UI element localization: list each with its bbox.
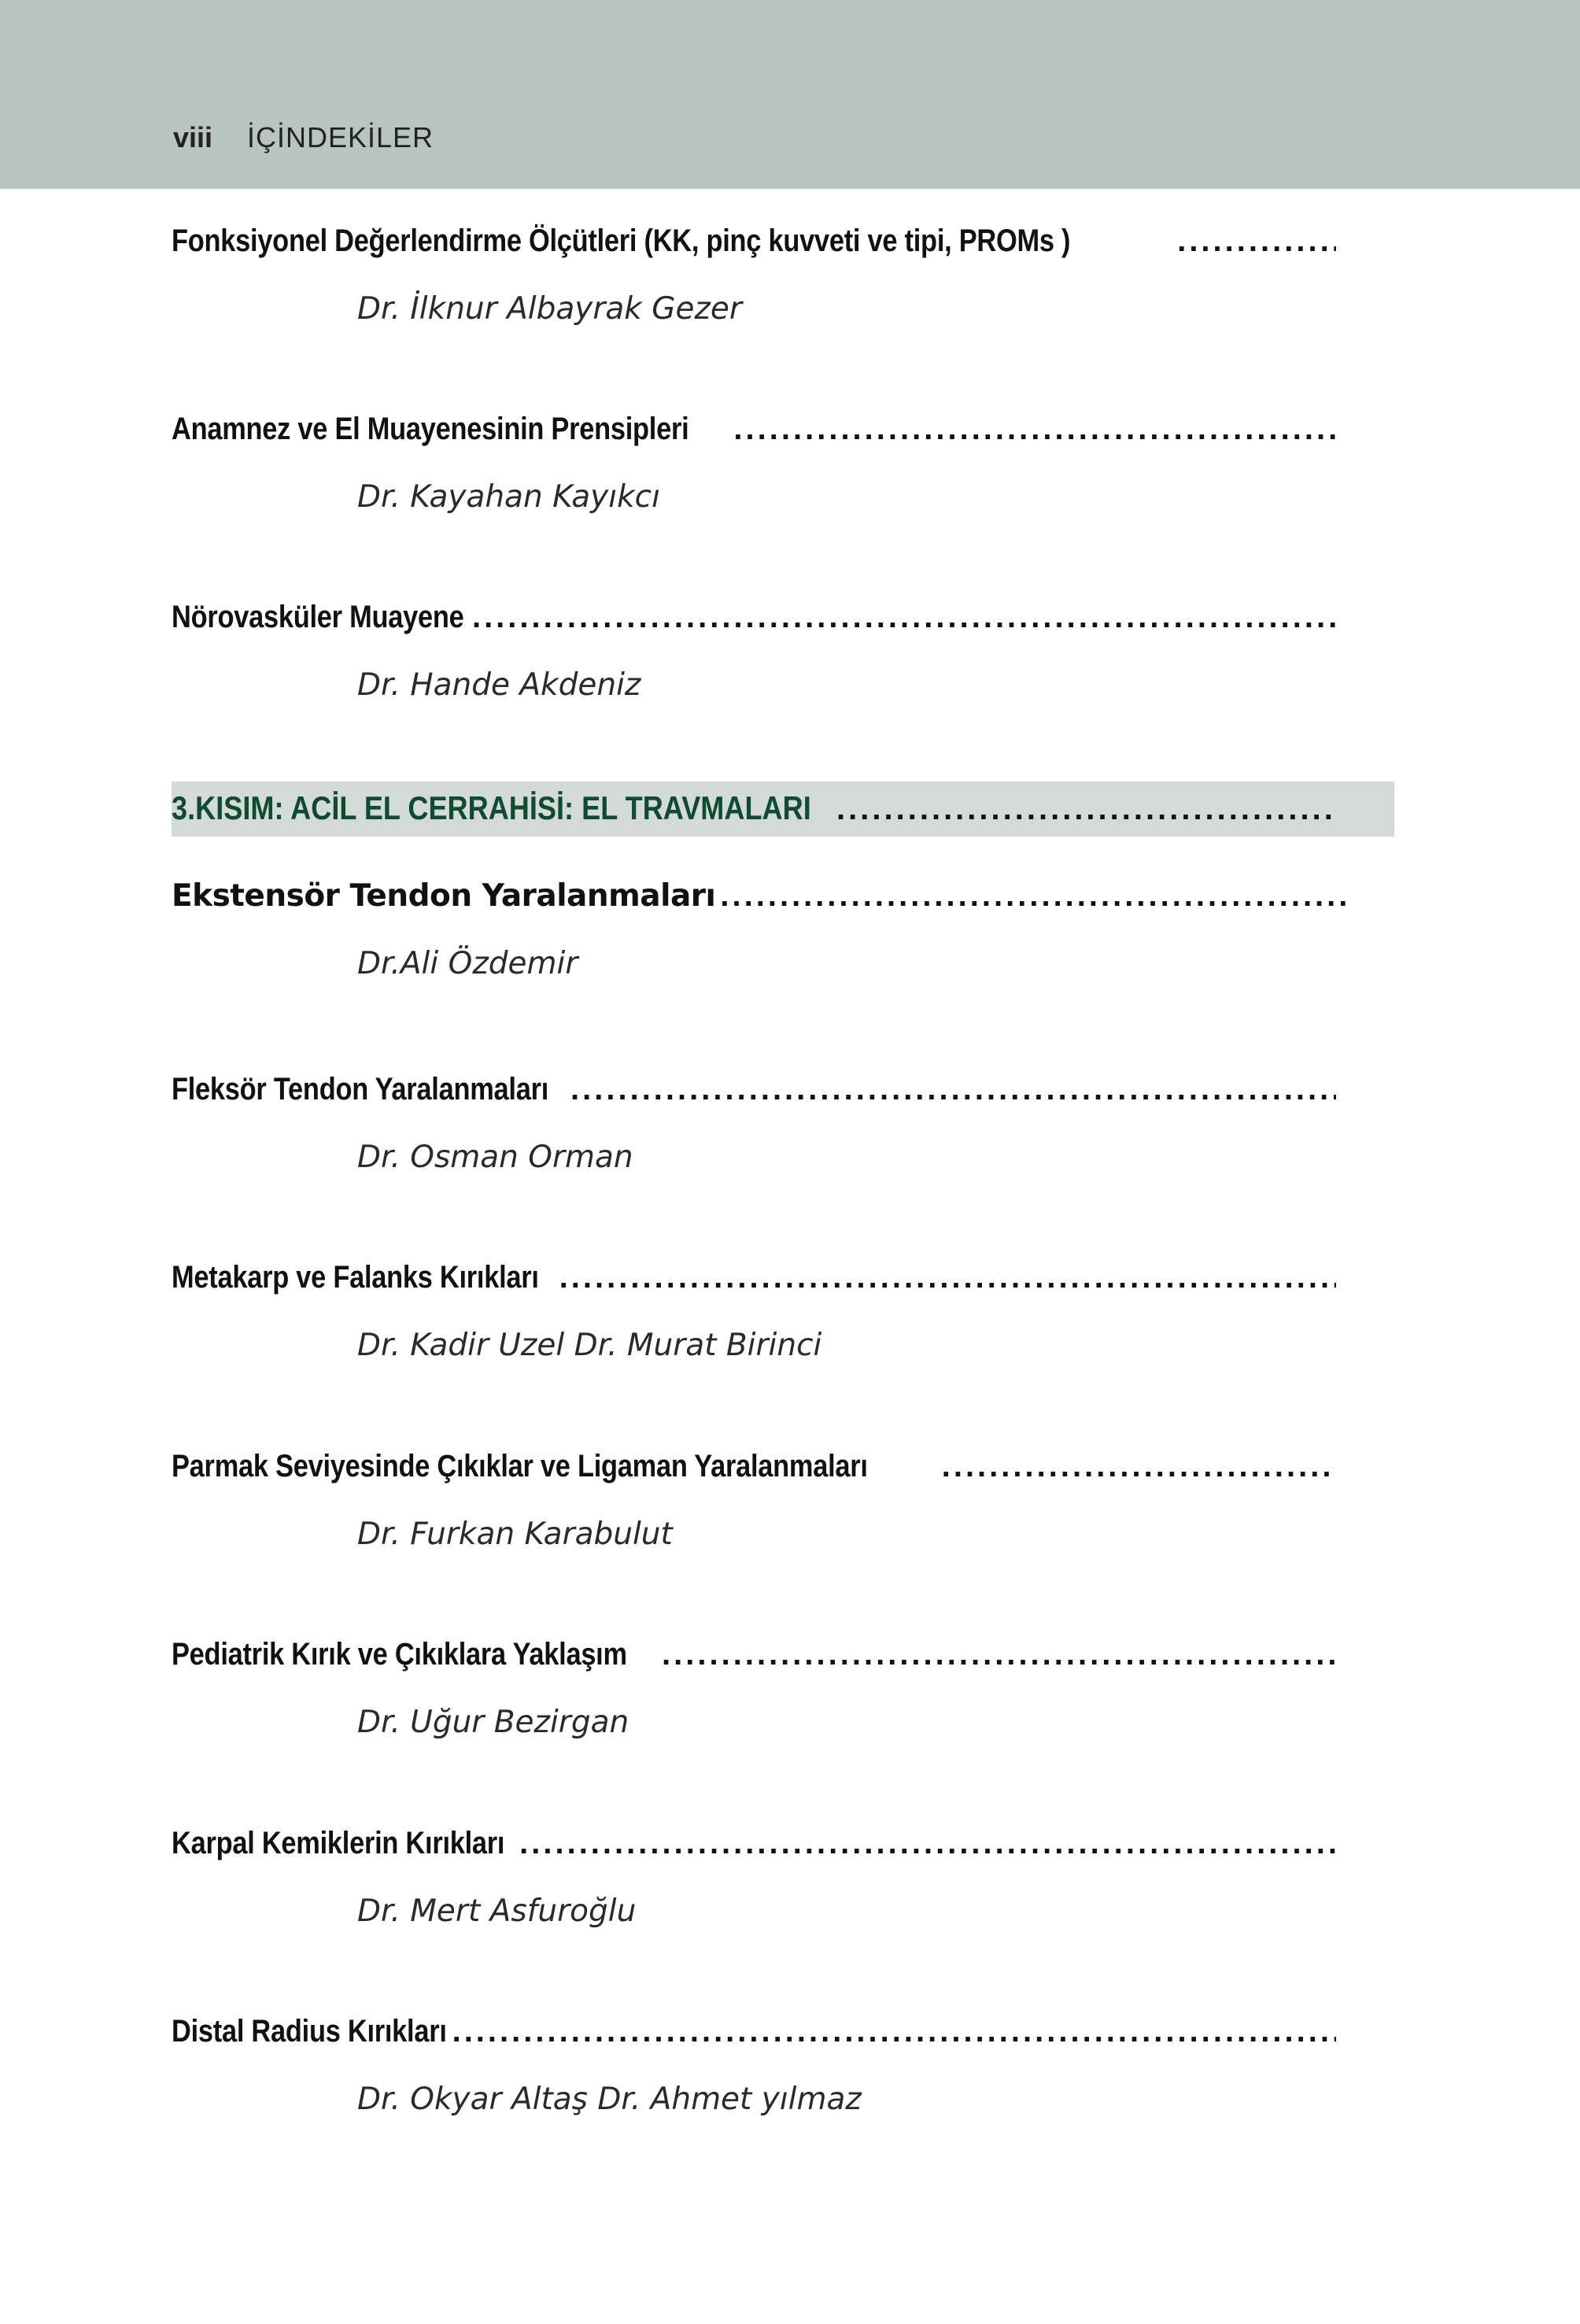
dot-leader [1172, 224, 1336, 259]
toc-entry-author: Dr.Ali Özdemir [357, 946, 578, 981]
toc-entry-title: Anamnez ve El Muayenesinin Prensipleri [172, 412, 689, 446]
toc-entry-title: Parmak Seviyesinde Çıkıklar ve Ligaman Yaralanmaları [172, 1449, 868, 1483]
dot-leader [729, 412, 1336, 447]
toc-entry[interactable] [172, 1072, 1336, 1175]
toc-entry-line [172, 1449, 1336, 1493]
toc-entry-title: Fonksiyonel Değerlendirme Ölçütleri (KK, pinç kuvveti ve tipi, PROMs ) [172, 224, 1071, 258]
dot-leader [515, 1826, 1336, 1861]
toc-entry-line [172, 878, 1349, 922]
toc-entry-line [172, 1260, 1336, 1304]
toc-entry-author: Dr. Hande Akdeniz [357, 667, 641, 703]
dot-leader [937, 1449, 1336, 1484]
toc-entry-title: Fleksör Tendon Yaralanmaları [172, 1072, 549, 1107]
toc-entry[interactable] [172, 1449, 1336, 1552]
dot-leader [566, 1072, 1336, 1107]
toc-entry[interactable] [172, 224, 1336, 327]
toc-entry-author: Dr. İlknur Albayrak Gezer [357, 291, 742, 327]
toc-entry-author: Dr. Kayahan Kayıkcı [357, 479, 660, 515]
toc-entry[interactable] [172, 2014, 1336, 2117]
section-heading-title: 3.KISIM: ACİL EL CERRAHİSİ: EL TRAVMALARI [172, 789, 811, 826]
toc-entry-author: Dr. Okyar Altaş Dr. Ahmet yılmaz [357, 2082, 862, 2117]
toc-entry-author: Dr. Mert Asfuroğlu [357, 1894, 637, 1929]
toc-entry-line [172, 224, 1336, 268]
toc-entry-line [172, 1072, 1336, 1116]
running-title: İÇİNDEKİLER [247, 121, 434, 153]
toc-entry-line [172, 600, 1336, 644]
toc-entry-line [172, 1637, 1336, 1681]
page-number: viii [173, 121, 213, 153]
toc-entry[interactable] [172, 1826, 1336, 1929]
toc-entry-author: Dr. Osman Orman [357, 1140, 633, 1175]
toc-entry[interactable] [172, 600, 1336, 703]
dot-leader [830, 792, 1336, 827]
toc-entry-author: Dr. Furkan Karabulut [357, 1517, 673, 1552]
dot-leader [467, 600, 1336, 635]
toc-entry-line [172, 1826, 1336, 1870]
dot-leader [555, 1260, 1336, 1295]
toc-entry[interactable] [172, 1260, 1336, 1363]
toc-entry-author: Dr. Uğur Bezirgan [357, 1705, 629, 1740]
toc-entry[interactable] [172, 412, 1336, 515]
dot-leader [448, 2014, 1336, 2049]
dot-leader [657, 1637, 1336, 1672]
toc-entry-title: Nörovasküler Muayene [172, 600, 464, 634]
toc-entry-author: Dr. Kadir Uzel Dr. Murat Birinci [357, 1328, 822, 1363]
toc-entry-title: Metakarp ve Falanks Kırıkları [172, 1260, 539, 1295]
toc-entry-title: Ekstensör Tendon Yaralanmaları [172, 878, 716, 914]
toc-entry[interactable] [172, 1637, 1336, 1740]
header-band [0, 0, 1580, 189]
section-heading[interactable] [172, 789, 1336, 833]
dot-leader [715, 878, 1349, 914]
toc-entry-title: Pediatrik Kırık ve Çıkıklara Yaklaşım [172, 1637, 627, 1672]
toc-entry-title: Karpal Kemiklerin Kırıkları [172, 1826, 505, 1860]
toc-entry-line [172, 2014, 1336, 2058]
toc-entry[interactable] [172, 878, 1349, 981]
toc-entry-line [172, 412, 1336, 456]
toc-entry-title: Distal Radius Kırıkları [172, 2014, 447, 2049]
